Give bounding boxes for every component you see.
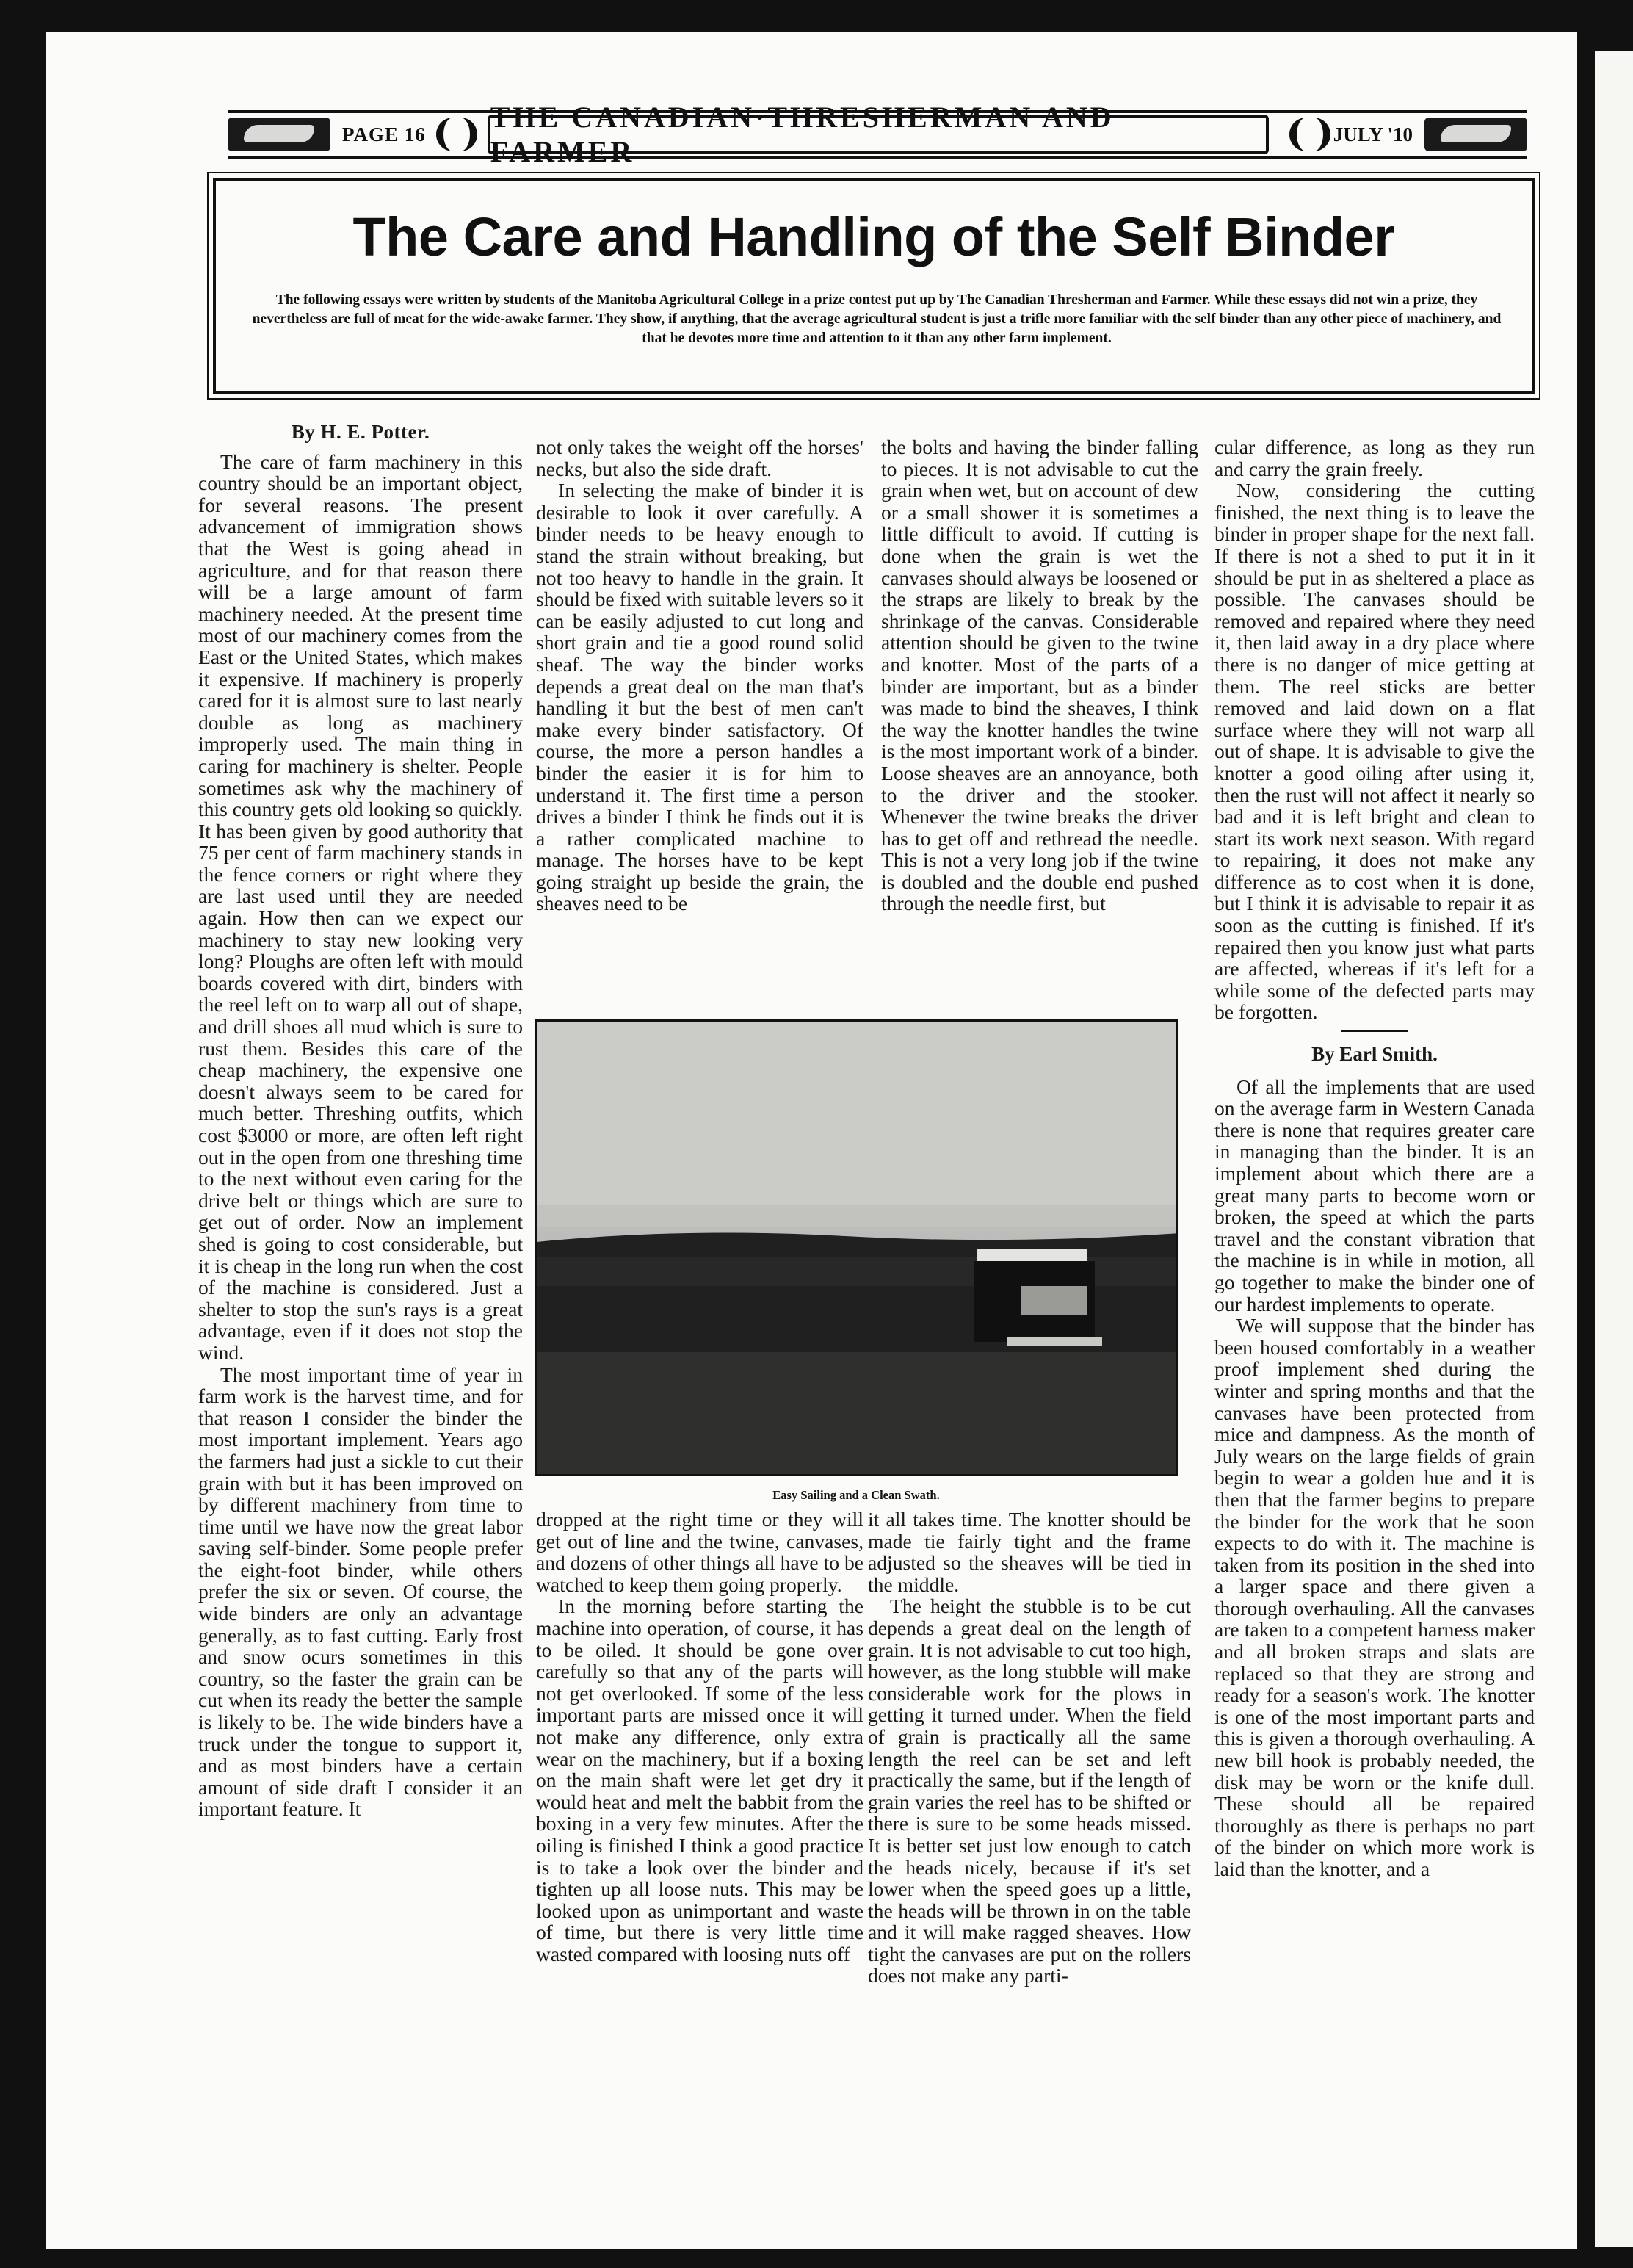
column-3-bottom	[868, 1509, 1191, 1987]
paragraph: In the morning before starting the machine into operation, of course, it has to be oiled. It should be gone over carefully so that any of the parts will not get overlooked. If some of the less important parts are missed once it will not make any difference, only extra wear on the machinery, but if a boxing on the main shaft were let get dry it would heat and melt the babbit from the boxing in a very few minutes. After the oiling is finished I think a good practice is to take a look over the binder and tighten up all loose nuts. This may be looked upon as unimportant and waste of time, but there is very little time wasted compared with loosing nuts off	[536, 1595, 863, 1965]
paragraph: Now, considering the cutting finished, the next thing is to leave the binder in proper shape for the next fall. If there is not a shed to put it in it should be put in as sheltered a place as possible. The canvases should be removed and repaired where they need it, then laid away in a dry place where there is no danger of mice getting at them. The reel sticks are better removed and laid down on a flat surface where they will not warp all out of shape. It is advisable to give the knotter a good oiling after using it, then the rust will not affect it nearly so bad and it is left bright and clean to start its work next season. With regard to repairing, it does not make any difference as to cost when it is done, but I think it is advisable to repair it as soon as the cutting is finished. If it's repaired then you know just what parts are affected, whereas if it's left for a while some of the defected parts may be forgotten.	[1214, 479, 1535, 1024]
adjacent-page-edge	[1595, 51, 1633, 2247]
paragraph: not only takes the weight off the horses' necks, but also the side draft.	[536, 436, 863, 480]
column-1	[198, 422, 523, 1820]
masthead-left-ornament	[228, 118, 330, 151]
field-photo	[535, 1019, 1178, 1476]
paragraph: We will suppose that the binder has been housed comfortably in a weather proof implement shed during the winter and spring months and that the canvases have been protected from mice and dampness. As the month of July wears on the large fields of grain begin to wear a golden hue and it is then that the farmer begins to prepare the binder for the work that he soon expects to do with it. The machine is taken from its position in the shed into a larger space and there given a thorough overhauling. All the canvases are taken to a competent harness maker and all broken straps and slats are replaced so that they are strong and ready for a season's work. The knotter is one of the most important parts and this is given a thorough overhauling. A new bill hook is probably needed, the disk may be worn or the knife dull. These should all be repaired thoroughly as there is perhaps no part of the binder on which more work is laid than the knotter, and a	[1214, 1314, 1535, 1880]
scroll-ornament	[1289, 118, 1330, 151]
paragraph: In selecting the make of binder it is desirable to look it over carefully. A binder needs to be heavy enough to stand the strain without breaking, but not too heavy to handle in the grain. It should be fixed with suitable levers so it can be easily adjusted to cut long and short grain and tie a good round solid sheaf. The way the binder works depends a great deal on the man that's handling it but the best of men can't make every binder satisfactory. Of course, the more a person handles a binder the easier it is for him to understand it. The first time a person drives a binder I think he finds out it is a rather complicated machine to manage. The horses have to be kept going straight up beside the grain, the sheaves need to be	[536, 479, 863, 915]
headline-box	[213, 178, 1535, 394]
paragraph: cular difference, as long as they run and carry the grain freely.	[1214, 436, 1535, 480]
column-2-bottom	[536, 1509, 863, 1965]
article-title: The Care and Handling of the Self Binder	[352, 206, 1395, 267]
byline-smith: By Earl Smith.	[1311, 1043, 1438, 1066]
article-intro: The following essays were written by students of the Manitoba Agricultural College in a prize contest put up by The Canadian Thresherman and Farmer. While these essays did not win a prize, they nevertheless are full of meat for the wide-awake farmer. They show, if anything, that the average agricultural student is just a trifle more familiar with the self binder than any other piece of machinery, and that he devotes more time and attention to it than any other farm implement.	[252, 292, 1502, 346]
column-3-top	[881, 436, 1198, 914]
column-2-top	[536, 436, 863, 914]
paragraph: The care of farm machinery in this country should be an important object, for several reasons. The present advancement of immigration shows that the West is going ahead in agriculture, and for that reason there will be a large amount of farm machinery needed. At the present time most of our machinery comes from the East or the United States, which makes it expensive. If machinery is properly cared for it is almost sure to last nearly double as long as machinery improperly used. The main thing in caring for machinery is shelter. People sometimes ask why the machinery of this country gets old looking so quickly. It has been given by good authority that 75 per cent of farm machinery stands in the fence corners or right where they are last used until they are needed again. How then can we expect our machinery to stay new looking very long? Ploughs are often left with mould boards covered with dirt, binders with the reel left on to warp all out of shape, and drill shoes all mud which is sure to rust them. Besides this care of the cheap machinery, the expensive one doesn't always seem to be cared for much better. Threshing outfits, which cost $3000 or more, are often left right out in the open from one threshing time to the next without even caring for the drive belt or things which are sure to get out of order. Now an implement shed is going to cost considerable, but it is cheap in the long run when the cost of the machine is considered. Just a shelter to stop the sun's rays is a great advantage, even if it does not stop the wind.	[198, 449, 523, 1364]
paragraph: dropped at the right time or they will get out of line and the twine, canvases, and dozens of other things all have to be watched to keep them going properly.	[536, 1508, 863, 1596]
page-number: PAGE 16	[342, 123, 426, 145]
issue-date: JULY '10	[1333, 123, 1413, 145]
paragraph: The most important time of year in farm work is the harvest time, and for that reason I consider the binder the most important implement. Years ago the farmers had just a sickle to cut their grain with but it has been improved on by different machinery from time to time until we have now the great labor saving self-binder. Some people prefer the eight-foot binder, while others prefer the six or seven. Of course, the wide binders are only an advantage generally, as to fast cutting. Early frost and snow ocurs sometimes in this country, so the faster the grain can be cut when its ready the better the sample is likely to be. The wide binders have a truck under the tongue to support it, and as most binders have a certain amount of side draft I consider it an important feature. It	[198, 1362, 523, 1821]
masthead	[228, 101, 1527, 168]
masthead-right-ornament	[1424, 118, 1527, 151]
photo-caption: Easy Sailing and a Clean Swath.	[772, 1488, 940, 1502]
byline-potter: By H. E. Potter.	[291, 421, 430, 443]
publication-title: THE CANADIAN·THRESHERMAN AND FARMER	[488, 115, 1269, 154]
paragraph: it all takes time. The knotter should be made tie fairly tight and the frame adjusted so the sheaves will be tied in the middle.	[868, 1508, 1191, 1596]
paragraph: The height the stubble is to be cut depends a great deal on the length of grain. It is not advisable to cut too high, however, as the long stubble will make considerable work for the plows in getting it turned under. When the field of grain is practically all the same length the reel can be set and left practically the same, but if the length of grain varies the reel has to be shifted or there is sure to be some heads missed. It is better set just low enough to catch the heads nicely, because if it's set lower when the speed goes up a little, the heads will be thrown in on the table and it will make ragged sheaves. How tight the canvases are put on the rollers does not make any parti-	[868, 1595, 1191, 1987]
paragraph: Of all the implements that are used on the average farm in Western Canada there is none that requires greater care in managing than the binder. It is an implement about which there are a great many parts to become worn or broken, the speed at which the parts travel and the constant vibration that the machine is in while in motion, all go together to make the binder one of our hardest implements to operate.	[1214, 1075, 1535, 1315]
paragraph: the bolts and having the binder falling to pieces. It is not advisable to cut the grain when wet, but on account of dew or a small shower it is sometimes a little difficult to avoid. If cutting is done when the grain is wet the canvases should always be loosened or the straps are likely to break by the shrinkage of the canvas. Considerable attention should be given to the twine and knotter. Most of the parts of a binder are important, but as a binder was made to bind the sheaves, I think the way the knotter handles the twine is the most important work of a binder. Loose sheaves are an annoyance, both to the driver and the stooker. Whenever the twine breaks the driver has to get off and rethread the needle. This is not a very long job if the twine is doubled and the double end pushed through the needle first, but	[881, 436, 1198, 915]
column-4	[1214, 436, 1535, 1880]
binder-in-field-image	[537, 1022, 1178, 1476]
scroll-ornament	[436, 118, 477, 151]
section-divider	[1341, 1030, 1408, 1032]
